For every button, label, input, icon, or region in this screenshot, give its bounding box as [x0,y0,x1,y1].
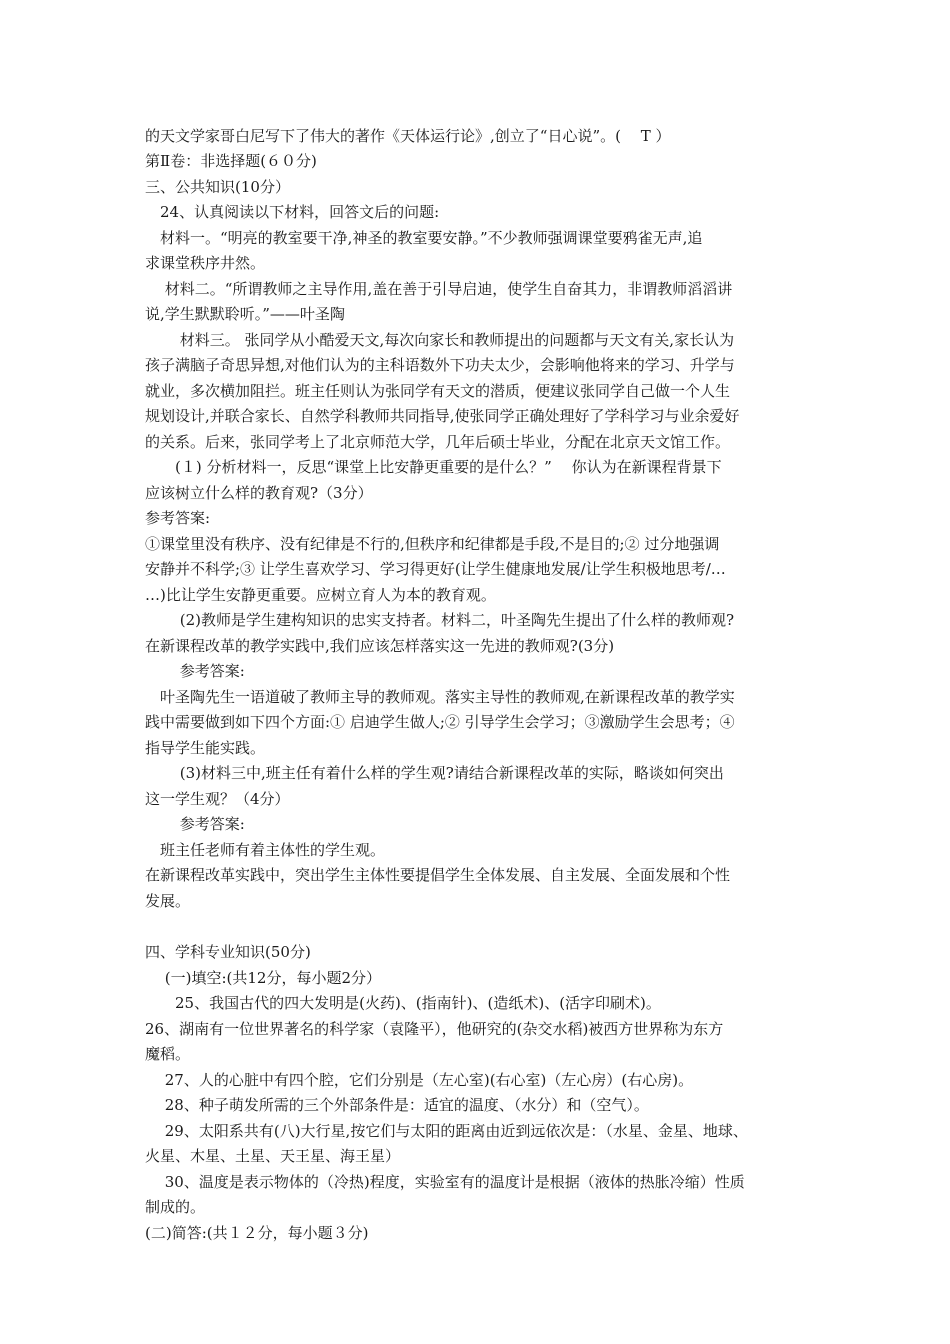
text-line: 说,学生默默聆听。”——叶圣陶 [145,305,345,323]
answer-text: 发展。 [145,892,191,910]
text-line: 求课堂秩序井然。 [145,254,266,272]
answer-text: 班主任老师有着主体性的学生观。 [145,841,386,859]
text-line: 规划设计,并联合家长、自然学科教师共同指导,使张同学正确处理好了学科学习与业余爱好 [145,407,740,425]
question-stem: 24、认真阅读以下材料，回答文后的问题: [145,203,440,221]
answer-label: 参考答案: [145,509,211,527]
subsection-heading: (二)简答:(共１２分，每小题３分) [145,1224,369,1242]
answer-text: 指导学生能实践。 [145,739,266,757]
section-heading: 四、学科专业知识(50分) [145,943,311,961]
answer-text: 践中需要做到如下四个方面:① 启迪学生做人;② 引导学生会学习；③激励学生会思考；④ [145,713,735,731]
question-item: 28、种子萌发所需的三个外部条件是：适宜的温度、（水分）和（空气）。 [145,1096,649,1114]
section-heading: 第Ⅱ卷：非选择题(６０分) [145,152,317,170]
question-item: 30、温度是表示物体的（冷热)程度，实验室有的温度计是根据（液体的热胀冷缩）性质 [145,1173,745,1191]
text-line: 魔稻。 [145,1045,191,1063]
text-line: 这一学生观？（4分） [145,790,290,808]
text-line: 孩子满脑子奇思异想,对他们认为的主科语数外下功夫太少，会影响他将来的学习、升学与 [145,356,735,374]
text-line: 应该树立什么样的教育观?（3分） [145,484,373,502]
answer-text: 叶圣陶先生一语道破了教师主导的教师观。落实主导性的教师观,在新课程改革的教学实 [145,688,735,706]
question-item: 25、我国古代的四大发明是(火药)、(指南针)、(造纸术)、(活字印刷术)。 [145,994,661,1012]
text-line: 火星、木星、土星、天王星、海王星） [145,1147,401,1165]
text-line: 材料三。 张同学从小酷爱天文,每次向家长和教师提出的问题都与天文有关,家长认为 [145,331,735,349]
answer-label: 参考答案: [145,815,245,833]
text-line: 在新课程改革的教学实践中,我们应该怎样落实这一先进的教师观?(3分) [145,637,615,655]
text-line: 的关系。后来，张同学考上了北京师范大学，几年后硕士毕业，分配在北京天文馆工作。 [145,433,731,451]
text-line: 材料一。“明亮的教室要干净,神圣的教室要安静。”不少教师强调课堂要鸦雀无声,追 [145,229,703,247]
answer-text: 在新课程改革实践中，突出学生主体性要提倡学生全体发展、自主发展、全面发展和个性 [145,866,731,884]
text-line: 制成的。 [145,1198,206,1216]
question-item: 29、太阳系共有(八)大行星,按它们与太阳的距离由近到远依次是：（水星、金星、地球、 [145,1122,748,1140]
subsection-heading: (一)填空:(共12分，每小题2分） [145,969,382,987]
question-stem: (2)教师是学生建构知识的忠实支持者。材料二，叶圣陶先生提出了什么样的教师观? [145,611,735,629]
question-item: 26、湖南有一位世界著名的科学家（袁隆平），他研究的(杂交水稻)被西方世界称为东方 [145,1020,724,1038]
answer-text: …)比让学生安静更重要。应树立育人为本的教育观。 [145,586,496,604]
answer-text: ①课堂里没有秩序、没有纪律是不行的,但秩序和纪律都是手段,不是目的;② 过分地强调 [145,535,720,553]
text-line: 材料二。“所谓教师之主导作用,盖在善于引导启迪，使学生自奋其力，非谓教师滔滔讲 [145,280,733,298]
text-line: 的天文学家哥白尼写下了伟大的著作《天体运行论》,创立了“日心说”。( T ） [145,127,671,145]
question-item: 27、人的心脏中有四个腔，它们分别是（左心室)(右心室)（左心房）(右心房)。 [145,1071,694,1089]
question-stem: (3)材料三中,班主任有着什么样的学生观?请结合新课程改革的实际，略谈如何突出 [145,764,724,782]
text-line: 就业，多次横加阻拦。班主任则认为张同学有天文的潜质，便建议张同学自己做一个人生 [145,382,731,400]
section-heading: 三、公共知识(10分） [145,178,290,196]
answer-label: 参考答案: [145,662,245,680]
question-stem: (１) 分析材料一，反思“课堂上比安静更重要的是什么？” 你认为在新课程背景下 [145,458,722,476]
answer-text: 安静并不科学;③ 让学生喜欢学习、学习得更好(让学生健康地发展/让学生积极地思考/… [145,560,726,578]
